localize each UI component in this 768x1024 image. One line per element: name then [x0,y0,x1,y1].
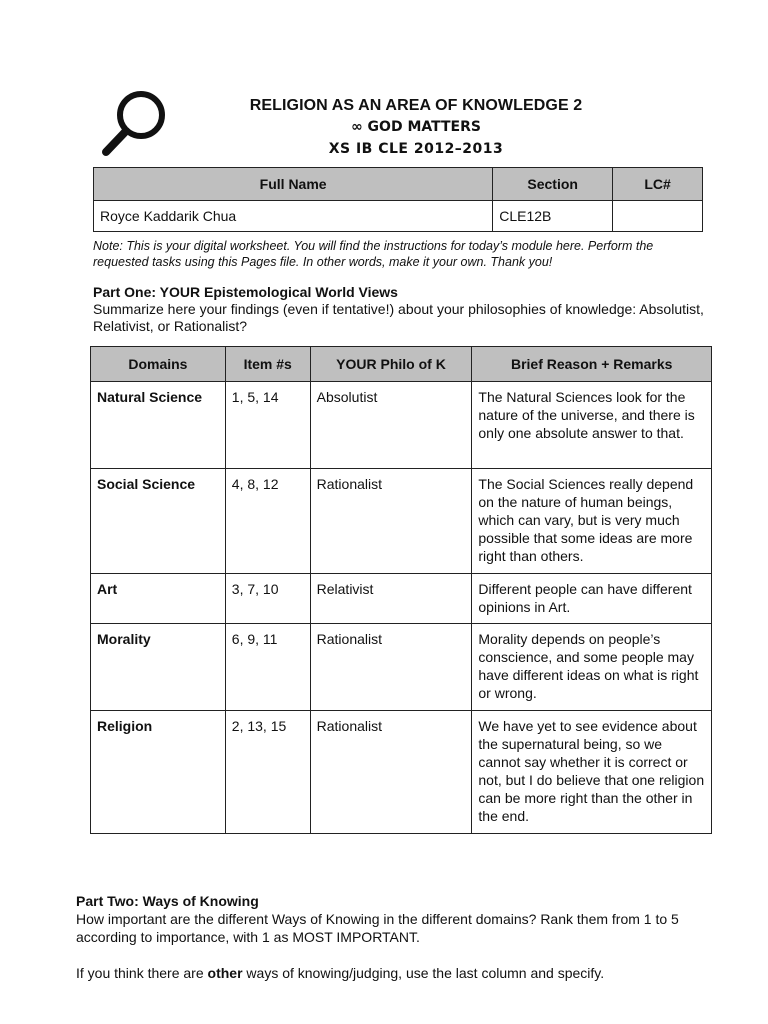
table-header-row [94,168,703,201]
full-name-cell[interactable]: Royce Kaddarik Chua [94,201,493,232]
student-info-table [93,167,703,232]
domain-cell: Morality [91,624,226,711]
philo-cell[interactable]: Rationalist [310,711,472,834]
items-cell[interactable]: 1, 5, 14 [225,382,310,469]
worksheet-note: Note: This is your digital worksheet. You will find the instructions for today’s module here. Perform the requested tasks using this Pages file. In other words, make it your own. Thank you! [93,239,654,269]
items-cell[interactable]: 2, 13, 15 [225,711,310,834]
part-two-text: How important are the different Ways of Knowing in the different domains? Rank them from 1 to 5 according to importance, with 1 as MOST IMPORTANT. [76,911,679,945]
table-row [94,201,703,232]
part-one-text: Summarize here your findings (even if tentative!) about your philosophies of knowledge: Absolutist, Relativist, or Rationalist? [93,301,704,334]
items-cell[interactable]: 6, 9, 11 [225,624,310,711]
reason-cell[interactable]: Morality depends on people’s conscience, and some people may have different ideas on what is right or wrong. [472,624,712,711]
philo-cell[interactable]: Rationalist [310,624,472,711]
part-two-heading: Part Two: Ways of Knowing [76,893,259,909]
lc-cell[interactable] [613,201,703,232]
section-cell[interactable]: CLE12B [493,201,613,232]
items-cell[interactable]: 3, 7, 10 [225,574,310,624]
header [150,97,682,157]
reason-cell[interactable]: Different people can have different opinions in Art. [472,574,712,624]
full-name-header: Full Name [94,168,493,201]
items-cell[interactable]: 4, 8, 12 [225,469,310,574]
table-header-row [91,347,712,382]
domain-cell: Religion [91,711,226,834]
part-two-instruction [76,964,716,982]
table-row [91,382,712,469]
reason-header: Brief Reason + Remarks [472,347,712,382]
lc-header: LC# [613,168,703,201]
philo-cell[interactable]: Relativist [310,574,472,624]
domains-table [90,346,712,834]
table-row [91,711,712,834]
items-header: Item #s [225,347,310,382]
table-row [91,574,712,624]
part-two-section [76,892,716,982]
part-one-heading: Part One: YOUR Epistemological World Views [93,284,398,300]
reason-cell[interactable]: The Social Sciences really depend on the nature of human beings, which can vary, but is very much possible that some ideas are more right than others. [472,469,712,574]
domain-cell: Social Science [91,469,226,574]
table-row [91,624,712,711]
instruction-emphasis: other [207,965,243,981]
part-one-section [93,284,713,335]
instruction-text: If you think there are [76,965,208,981]
page-title: RELIGION AS AN AREA OF KNOWLEDGE 2 [249,97,583,114]
instruction-text: ways of knowing/judging, use the last column and specify. [242,965,605,981]
page-subtitle: ∞ GOD MATTERS [351,119,481,135]
course-label: XS IB CLE 2012–2013 [328,141,504,157]
table-row [91,469,712,574]
philo-header: YOUR Philo of K [310,347,472,382]
domain-cell: Art [91,574,226,624]
section-header: Section [493,168,613,201]
philo-cell[interactable]: Rationalist [310,469,472,574]
domain-cell: Natural Science [91,382,226,469]
domains-header: Domains [91,347,226,382]
philo-cell[interactable]: Absolutist [310,382,472,469]
reason-cell[interactable]: The Natural Sciences look for the nature of the universe, and there is only one absolute answer to that. [472,382,712,469]
reason-cell[interactable]: We have yet to see evidence about the supernatural being, so we cannot say whether it is correct or not, but I do believe that one religion can be more right than the other in the end. [472,711,712,834]
